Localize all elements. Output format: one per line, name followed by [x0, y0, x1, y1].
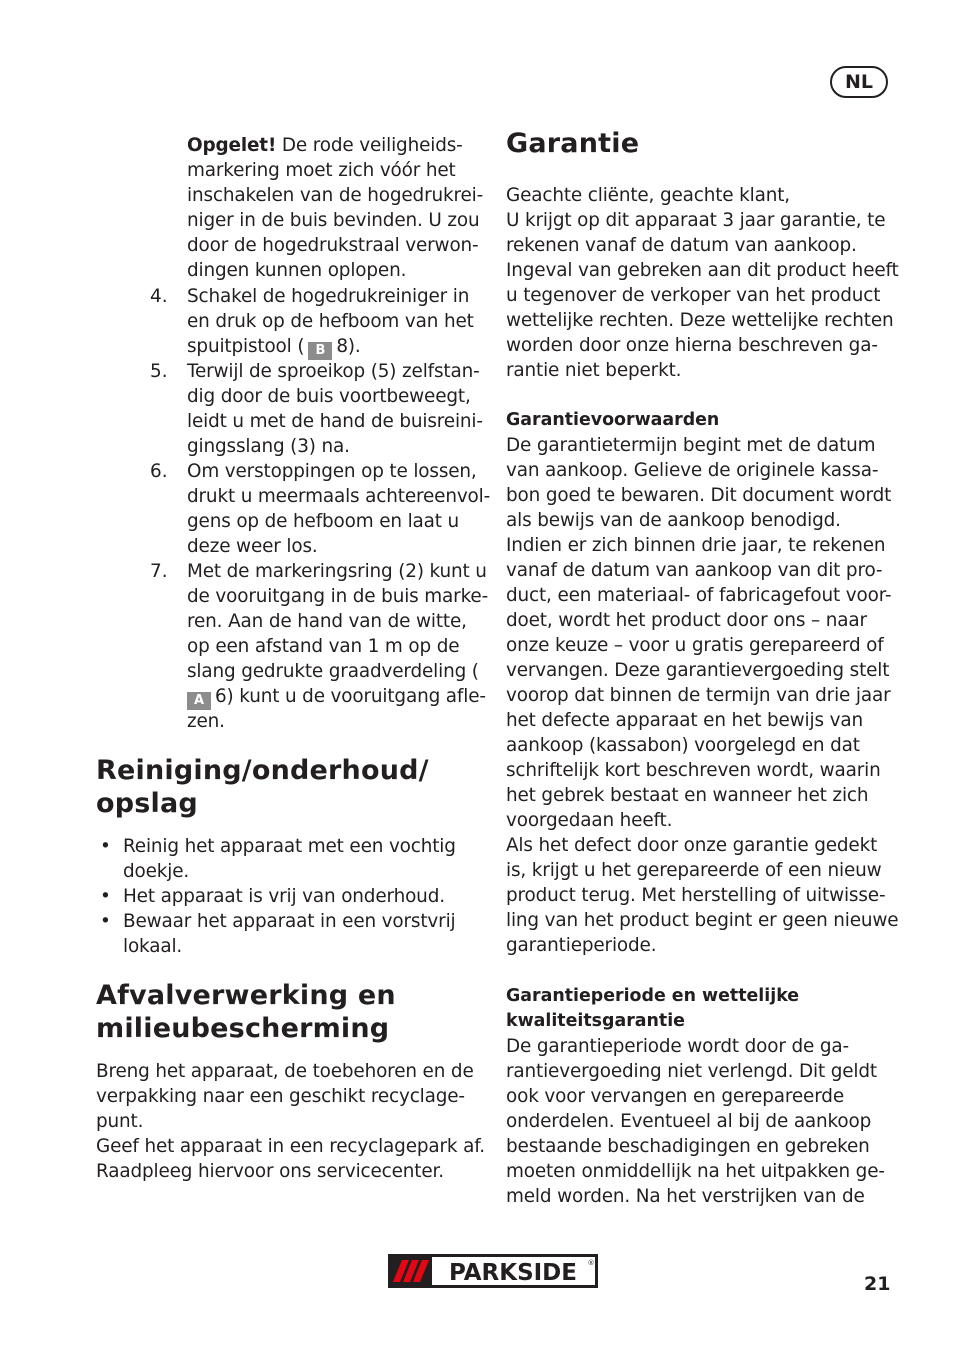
step-line: drukt u meermaals achtereenvol-	[187, 486, 491, 507]
bullet-line: Reinig het apparaat met een vochtig	[123, 836, 456, 857]
subheading-period: Garantieperiode en wettelijke	[506, 986, 800, 1006]
warning-line: inschakelen van de hogedrukrei-	[187, 185, 484, 206]
body-line: rantie niet beperkt.	[506, 360, 682, 381]
figure-ref-badge: B	[308, 342, 332, 360]
section-heading-cleaning: Reiniging/onderhoud/	[96, 755, 429, 786]
bullet-icon: •	[100, 836, 111, 857]
step-line: spuitpistool ( B 8).	[187, 336, 361, 358]
step-line: en druk op de hefboom van het	[187, 311, 474, 332]
body-line: ling van het product begint er geen nieuwe	[506, 910, 899, 931]
step-number: 7.	[150, 561, 168, 582]
body-line: Als het defect door onze garantie gedekt	[506, 835, 878, 856]
body-line: worden door onze hierna beschreven ga-	[506, 335, 878, 356]
body-line: duct, een materiaal- of fabricagefout voor-	[506, 585, 892, 606]
step-line: Om verstoppingen op te lossen,	[187, 461, 477, 482]
step-line: ren. Aan de hand van de witte,	[187, 611, 467, 632]
body-line: aankoop (kassabon) voorgelegd en dat	[506, 735, 860, 756]
section-heading-warranty: Garantie	[506, 128, 640, 159]
step-line: op een afstand van 1 m op de	[187, 636, 460, 657]
step-line: leidt u met de hand de buisreini-	[187, 411, 483, 432]
body-line: product terug. Met herstelling of uitwisse-	[506, 885, 886, 906]
step-number: 6.	[150, 461, 168, 482]
body-line: als bewijs van de aankoop benodigd.	[506, 510, 841, 531]
body-line: doet, wordt het product door ons – naar	[506, 610, 867, 631]
body-line: vanaf de datum van aankoop van dit pro-	[506, 560, 883, 581]
body-line: het gebrek bestaat en wanneer het zich	[506, 785, 869, 806]
step-line: deze weer los.	[187, 536, 318, 557]
registered-mark: ®	[587, 1259, 595, 1267]
section-heading-cleaning: opslag	[96, 788, 198, 819]
body-line: Raadpleeg hiervoor ons servicecenter.	[96, 1161, 444, 1182]
body-line: rantievergoeding niet verlengd. Dit geldt	[506, 1061, 877, 1082]
body-line: voorgedaan heeft.	[506, 810, 673, 831]
body-line: vervangen. Deze garantievergoeding stelt	[506, 660, 890, 681]
subheading-conditions: Garantievoorwaarden	[506, 410, 720, 430]
body-line: Geef het apparaat in een recyclagepark af.	[96, 1136, 485, 1157]
body-line: ook voor vervangen en gerepareerde	[506, 1086, 844, 1107]
step-line: dig door de buis voortbeweegt,	[187, 386, 471, 407]
body-line: Indien er zich binnen drie jaar, te rekenen	[506, 535, 886, 556]
body-line: Ingeval van gebreken aan dit product heeft	[506, 260, 899, 281]
step-line: Met de markeringsring (2) kunt u	[187, 561, 487, 582]
step-number: 5.	[150, 361, 168, 382]
step-line: gingsslang (3) na.	[187, 436, 350, 457]
body-line: onderdelen. Eventueel al bij de aankoop	[506, 1111, 872, 1132]
step-line: Schakel de hogedrukreiniger in	[187, 286, 470, 307]
body-line: wettelijke rechten. Deze wettelijke rechten	[506, 310, 894, 331]
figure-ref-badge: A	[187, 692, 211, 710]
body-line: schriftelijk kort beschreven wordt, waarin	[506, 760, 881, 781]
body-line: moeten onmiddellijk na het uitpakken ge-	[506, 1161, 885, 1182]
body-line: bestaande beschadigingen en gebreken	[506, 1136, 870, 1157]
body-line: voorop dat binnen de termijn van drie jaar	[506, 685, 891, 706]
parkside-logo	[388, 1254, 598, 1288]
warning-line: dingen kunnen oplopen.	[187, 260, 407, 281]
step-line: slang gedrukte graadverdeling (	[187, 661, 479, 682]
bullet-line: doekje.	[123, 861, 190, 882]
warning-line: niger in de buis bevinden. U zou	[187, 210, 480, 231]
body-line: punt.	[96, 1111, 144, 1132]
bullet-line: lokaal.	[123, 936, 183, 957]
warning-line: door de hogedrukstraal verwon-	[187, 235, 479, 256]
section-heading-disposal: milieubescherming	[96, 1013, 390, 1044]
step-line: A 6) kunt u de vooruitgang afle-	[183, 684, 486, 710]
language-badge: NL	[830, 66, 888, 98]
bullet-icon: •	[100, 886, 111, 907]
body-line: bon goed te bewaren. Dit document wordt	[506, 485, 892, 506]
step-line: zen.	[187, 711, 225, 732]
body-line: garantieperiode.	[506, 935, 657, 956]
body-line: Breng het apparaat, de toebehoren en de	[96, 1061, 474, 1082]
bullet-line: Bewaar het apparaat in een vorstvrij	[123, 911, 456, 932]
warning-line-1: Opgelet! De rode veiligheids-	[187, 135, 463, 156]
body-line: De garantietermijn begint met de datum	[506, 435, 876, 456]
page-number: 21	[864, 1273, 891, 1295]
step-line: gens op de hefboom en laat u	[187, 511, 460, 532]
warning-label: Opgelet!	[187, 135, 277, 156]
warning-line: markering moet zich vóór het	[187, 160, 456, 181]
step-line: Terwijl de sproeikop (5) zelfstan-	[187, 361, 480, 382]
body-line: onze keuze – voor u gratis gerepareerd of	[506, 635, 884, 656]
body-line: is, krijgt u het gerepareerde of een nieuw	[506, 860, 882, 881]
brand-wordmark: PARKSIDE	[448, 1260, 578, 1286]
body-line: Geachte cliënte, geachte klant,	[506, 185, 790, 206]
body-line: De garantieperiode wordt door de ga-	[506, 1036, 849, 1057]
body-line: verpakking naar een geschikt recyclage-	[96, 1086, 465, 1107]
body-line: U krijgt op dit apparaat 3 jaar garantie, te	[506, 210, 886, 231]
step-number: 4.	[150, 286, 168, 307]
bullet-line: Het apparaat is vrij van onderhoud.	[123, 886, 445, 907]
subheading-period: kwaliteitsgarantie	[506, 1011, 685, 1031]
body-line: u tegenover de verkoper van het product	[506, 285, 881, 306]
body-line: rekenen vanaf de datum van aankoop.	[506, 235, 857, 256]
body-line: meld worden. Na het verstrijken van de	[506, 1186, 865, 1207]
section-heading-disposal: Afvalverwerking en	[96, 980, 396, 1011]
body-line: van aankoop. Gelieve de originele kassa-	[506, 460, 879, 481]
bullet-icon: •	[100, 911, 111, 932]
body-line: het defecte apparaat en het bewijs van	[506, 710, 863, 731]
step-line: de vooruitgang in de buis marke-	[187, 586, 489, 607]
